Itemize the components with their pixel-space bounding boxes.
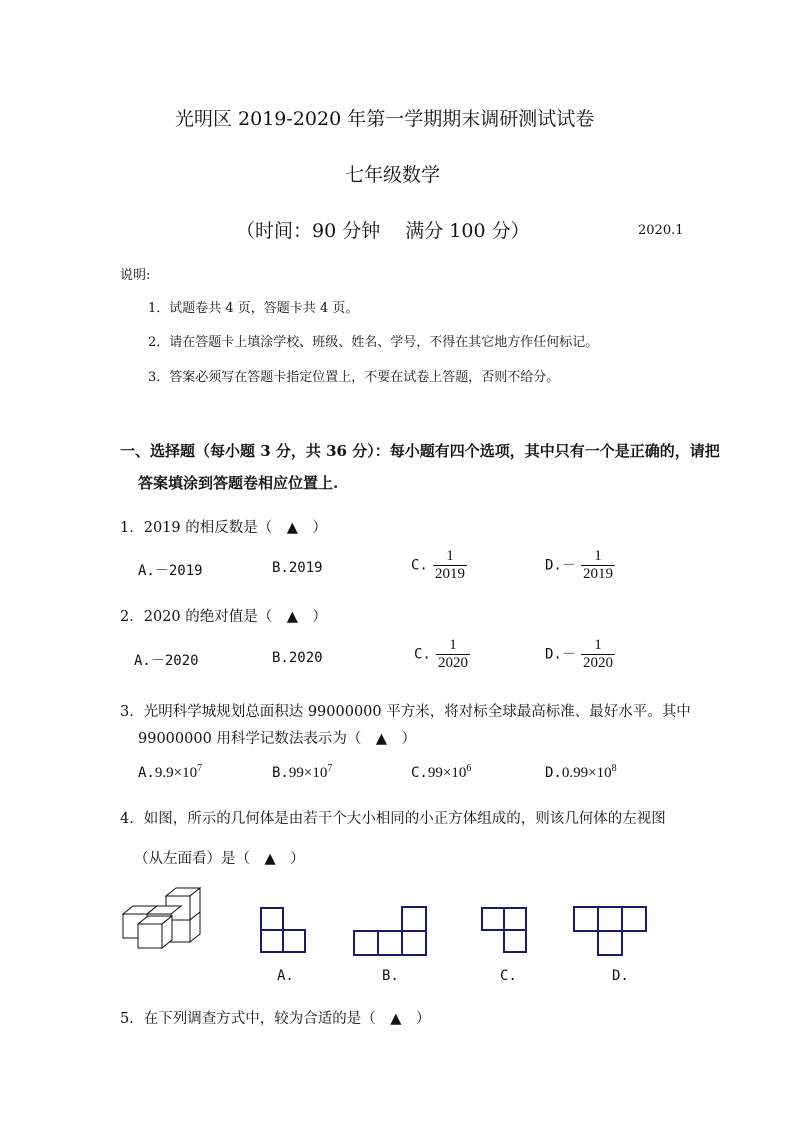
q4-option-d-figure (572, 905, 648, 957)
q1-option-c-fraction (433, 548, 467, 582)
q3-option-d (545, 762, 617, 782)
q1-option-d (545, 548, 615, 582)
q4-option-a-figure (259, 906, 309, 956)
q1-option-a: A.－2019 (138, 563, 203, 579)
note-item: 1．试题卷共 4 页，答题卡共 4 页。 (148, 301, 359, 316)
section-heading-cont: 答案填涂到答题卷相应位置上. (138, 474, 339, 492)
question-4-stem-cont: （从左面看）是（ ▲ ） (134, 851, 305, 867)
q3-option-a-prefix: A. (138, 765, 155, 781)
q3-option-b-exp: 7 (327, 763, 333, 774)
q2-option-d-prefix: D.－ (545, 646, 576, 663)
q3-option-d-prefix: D. (545, 765, 562, 781)
question-2-stem: 2．2020 的绝对值是（ ▲ ） (120, 609, 327, 625)
q3-option-d-exp: 8 (611, 763, 617, 774)
question-5-stem: 5．在下列调查方式中，较为合适的是（ ▲ ） (120, 1011, 431, 1027)
denominator: 2019 (434, 565, 465, 582)
q1-option-c-prefix: C. (411, 557, 428, 574)
question-4-stem: 4．如图，所示的几何体是由若干个大小相同的小正方体组成的，则该几何体的左视图 (120, 811, 666, 827)
q3-option-c-prefix: C. (411, 765, 428, 781)
exam-subject: 七年级数学 (345, 164, 441, 186)
numerator: 1 (594, 548, 602, 564)
exam-title: 光明区 2019-2020 年第一学期期末调研测试试卷 (175, 108, 595, 130)
q2-option-c (414, 637, 470, 671)
q3-option-b-prefix: B. (272, 765, 289, 781)
q2-option-b: B.2020 (272, 650, 323, 666)
q1-option-b: B.2019 (272, 560, 323, 576)
q3-option-b (272, 762, 332, 782)
q1-option-d-fraction (581, 548, 615, 582)
question-3-stem-cont: 99000000 用科学记数法表示为（ ▲ ） (138, 731, 417, 747)
note-item: 3．答案必须写在答题卡指定位置上，不要在试卷上答题，否则不给分。 (148, 370, 560, 385)
q3-option-b-base: 99×10 (288, 765, 328, 781)
q2-option-a: A.－2020 (134, 653, 199, 669)
q1-option-d-prefix: D.－ (545, 557, 576, 574)
q2-option-d-fraction (581, 637, 615, 671)
q3-option-c-base: 99×10 (427, 765, 467, 781)
exam-date: 2020.1 (638, 223, 684, 238)
numerator: 1 (594, 637, 602, 653)
q4-option-b-label: B. (382, 968, 399, 984)
denominator: 2020 (437, 654, 468, 671)
q4-option-d-label: D. (612, 968, 629, 984)
q3-option-a-exp: 7 (197, 763, 203, 774)
q1-option-c (411, 548, 467, 582)
q4-option-a-label: A. (277, 968, 294, 984)
question-3-stem: 3．光明科学城规划总面积达 99000000 平方米，将对标全球最高标准、最好水平。其中 (120, 704, 691, 720)
q3-option-d-base: 0.99×10 (561, 765, 612, 781)
q4-option-b-figure (352, 905, 430, 957)
exam-time-info: （时间：90 分钟 满分 100 分） (236, 220, 530, 242)
section-heading: 一、选择题（每小题 3 分，共 36 分）：每小题有四个选项，其中只有一个是正确的，请把 (120, 442, 720, 460)
q3-option-c (411, 762, 471, 782)
numerator: 1 (446, 548, 454, 564)
denominator: 2020 (582, 654, 613, 671)
q3-option-a (138, 762, 202, 782)
question-1-stem: 1．2019 的相反数是（ ▲ ） (120, 520, 327, 536)
q2-option-d (545, 637, 615, 671)
numerator: 1 (449, 637, 457, 653)
q2-option-c-prefix: C. (414, 646, 431, 663)
q4-option-c-figure (480, 906, 530, 956)
q3-option-a-base: 9.9×10 (154, 765, 198, 781)
q2-option-c-fraction (436, 637, 470, 671)
notes-label: 说明: (120, 268, 151, 283)
q3-option-c-exp: 6 (466, 763, 472, 774)
q4-option-c-label: C. (500, 968, 517, 984)
denominator: 2019 (582, 565, 613, 582)
note-item: 2．请在答题卡上填涂学校、班级、姓名、学号，不得在其它地方作任何标记。 (148, 335, 599, 350)
cube-solid-figure (118, 884, 210, 950)
